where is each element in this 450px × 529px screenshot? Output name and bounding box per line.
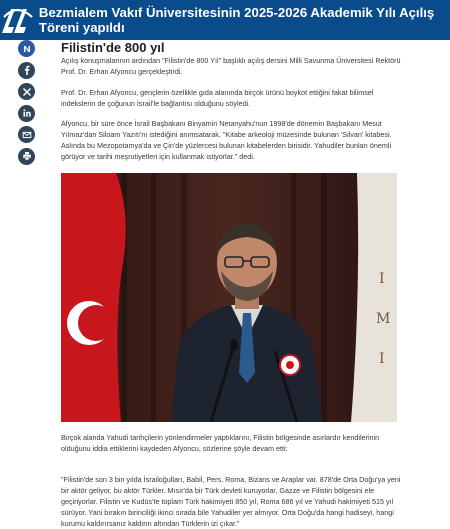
svg-text:I: I <box>379 351 385 367</box>
share-news-button[interactable] <box>18 40 35 57</box>
top-header-bar <box>0 0 450 40</box>
linkedin-icon <box>22 108 32 118</box>
share-facebook-button[interactable] <box>18 62 35 79</box>
paragraph-1: Açılış konuşmalarının ardından "Filistin'de 800 Yıl" başlıklı açılış dersini Milli Savunma Üniversitesi Rektörü Prof. Dr. Erhan Afyoncu gerçekleştirdi. <box>61 56 401 77</box>
share-x-button[interactable] <box>18 83 35 100</box>
article-headline: Bezmialem Vakıf Üniversitesinin 2025-2026 Akademik Yılı Açılış Töreni yapıldı <box>38 5 435 35</box>
paragraph-5: "Filistin'de son 3 bin yılda İsrailoğulları, Babil, Pers, Roma, Bizans ve Araplar var. 878'de Orta Doğu'ya yeni bir aktör geliyor, bu aktör Türkler. Mısır'da bir Türk devleti kuruyorlar, Gazze ve Filistin bölgesini ele geçiriyorlar. Filistin ve Kudüs'te toplam Türk hakimiyeti 850 yıl, Roma 686 yıl ve Yahudi hakimiyeti 515 yıl sürüyor. Yani bırakın birinciliği ikinci sırada bile Yahudiler yer almıyor. Orta Doğu'da hangi hadiseyi, hangi kurumu kaldırırsanız kaldırın altından Türklerin izi çıkar." <box>61 475 401 529</box>
facebook-icon <box>22 65 32 75</box>
email-icon <box>22 130 32 140</box>
svg-text:M: M <box>376 311 391 327</box>
aa-logo-icon[interactable] <box>0 0 35 40</box>
paragraph-2: Prof. Dr. Erhan Afyoncu, gençlerin özellikle gıda alanında birçok ürünü boykot ettiğini fakat bilimsel indekslerin de çoğunun İsrail'le bağlantısı olduğunu söyledi. <box>61 88 374 109</box>
section-title: Filistin'de 800 yıl <box>61 40 165 55</box>
share-email-button[interactable] <box>18 126 35 143</box>
print-icon <box>22 151 32 161</box>
share-linkedin-button[interactable] <box>18 105 35 122</box>
paragraph-4: Birçok alanda Yahudi tarihçilerin yönlendirmeler yaptıklarını, Filistin bölgesinde asırlardır kendilerinin olduğunu iddia ettiklerini kaydeden Afyoncu, sözlerine şöyle devam etti: <box>61 433 380 454</box>
article-photo <box>61 173 397 422</box>
n-icon <box>22 44 32 54</box>
print-button[interactable] <box>18 148 35 165</box>
speaker-photo <box>61 173 397 422</box>
x-icon <box>22 87 32 97</box>
svg-text:I: I <box>379 271 385 287</box>
paragraph-3: Afyoncu, bir süre önce İsrail Başbakanı Binyamin Netanyahu'nun 1998'de dönemin Başbakanı Mesut Yılmaz'dan Siloam Yazıtı'nı istediğini anımsatarak, "Kitabe arkeoloji müzesinde bulunan 'Silvan' kitabesi. Aslında bu Mezopotamya'da ve Çin'de yüzlercesi bulunan kitabelerden birisidir. Yahudiler bunları önemli görüyor ve tarihi meşrutiyetleri için kullanmak istiyorlar." dedi. <box>61 119 392 162</box>
article-body <box>61 40 401 529</box>
share-sidebar <box>18 40 38 169</box>
